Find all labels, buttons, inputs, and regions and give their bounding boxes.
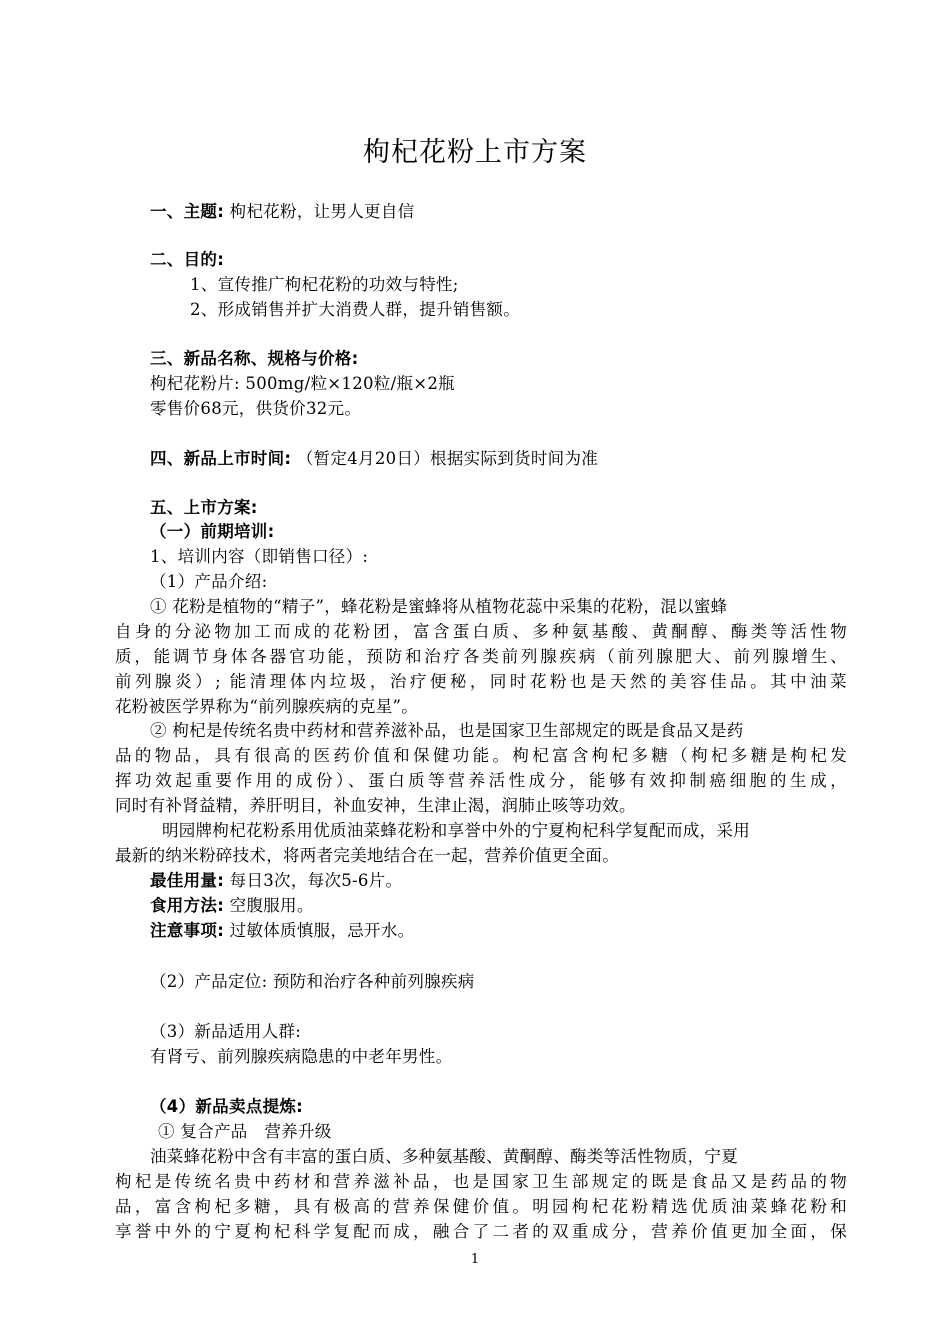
usage-heading: 食用方法: bbox=[150, 896, 225, 915]
target-crowd-label: （3）新品适用人群: bbox=[150, 1022, 302, 1041]
section-purpose-heading bbox=[150, 248, 224, 272]
section-theme-heading: 一、主题: bbox=[150, 202, 225, 221]
paragraph-line: 油菜蜂花粉中含有丰富的蛋白质、多种氨基酸、黄酮醇、酶类等活性物质，宁夏 bbox=[150, 1147, 738, 1166]
paragraph-line: 同时有补肾益精，养肝明目，补血安神，生津止渴，润肺止咳等功效。 bbox=[115, 796, 636, 815]
launch-time-text: （暂定4月20日）根据实际到货时间为准 bbox=[296, 449, 599, 468]
spec-heading-text: 三、新品名称、规格与价格: bbox=[150, 349, 359, 368]
product-positioning: （2）产品定位: 预防和治疗各种前列腺疾病 bbox=[150, 972, 475, 991]
purpose-item: 2、形成销售并扩大消费人群，提升销售额。 bbox=[190, 300, 520, 319]
plan-heading-text: 五、上市方案: bbox=[150, 498, 258, 517]
sub-training-heading bbox=[150, 520, 275, 544]
section-spec-heading bbox=[150, 347, 359, 371]
section-theme-text: 枸杞花粉，让男人更自信 bbox=[229, 202, 415, 221]
usage-line bbox=[150, 894, 314, 918]
selling-point-item: ① 复合产品 营养升级 bbox=[158, 1122, 332, 1141]
paragraph-line: 品的物品，具有很高的医药价值和保健功能。枸杞富含枸杞多糖（枸杞多糖是枸杞发 bbox=[115, 746, 847, 765]
paragraph-line: ② 枸杞是传统名贵中药材和营养滋补品，也是国家卫生部规定的既是食品又是药 bbox=[150, 721, 744, 740]
purpose-heading-text: 二、目的: bbox=[150, 250, 225, 269]
notes-heading: 注意事项: bbox=[150, 921, 225, 940]
section-plan-heading bbox=[150, 496, 258, 520]
paragraph-line: 明园牌枸杞花粉系用优质油菜蜂花粉和享誉中外的宁夏枸杞科学复配而成，采用 bbox=[162, 821, 750, 840]
notes-text: 过敏体质慎服，忌开水。 bbox=[229, 921, 415, 940]
purpose-item: 1、宣传推广枸杞花粉的功效与特性; bbox=[190, 275, 459, 294]
notes-line bbox=[150, 919, 414, 943]
paragraph-line: 质，能调节身体各器官功能，预防和治疗各类前列腺疾病（前列腺肥大、前列腺增生、 bbox=[115, 647, 847, 666]
training-content: 1、培训内容（即销售口径）: bbox=[150, 547, 369, 566]
paragraph-line: 枸杞是传统名贵中药材和营养滋补品，也是国家卫生部规定的既是食品又是药品的物 bbox=[115, 1172, 847, 1191]
page-number: 1 bbox=[470, 1252, 480, 1267]
paragraph-line: 自身的分泌物加工而成的花粉团，富含蛋白质、多种氨基酸、黄酮醇、酶类等活性物 bbox=[115, 622, 847, 641]
paragraph-line: 花粉被医学界称为“前列腺疾病的克星”。 bbox=[115, 697, 419, 716]
paragraph-line: 品，富含枸杞多糖，具有极高的营养保健价值。明园枸杞花粉精选优质油菜蜂花粉和 bbox=[115, 1197, 847, 1216]
target-crowd-text: 有肾亏、前列腺疾病隐患的中老年男性。 bbox=[150, 1047, 453, 1066]
section-launch-time bbox=[150, 447, 598, 471]
product-intro-label: （1）产品介绍: bbox=[150, 572, 268, 591]
dose-text: 每日3次，每次5-6片。 bbox=[229, 871, 403, 890]
paragraph-line: 前列腺炎）; 能清理体内垃圾，治疗便秘，同时花粉也是天然的美容佳品。其中油菜 bbox=[115, 672, 847, 691]
paragraph-line: 挥功效起重要作用的成份）、蛋白质等营养活性成分，能够有效抑制癌细胞的生成， bbox=[115, 771, 847, 790]
training-heading-text: （一）前期培训: bbox=[150, 522, 275, 541]
selling-points-heading bbox=[150, 1095, 303, 1119]
price-line: 零售价68元，供货价32元。 bbox=[150, 399, 362, 418]
usage-text: 空腹服用。 bbox=[229, 896, 314, 915]
spec-line: 枸杞花粉片: 500mg/粒×120粒/瓶×2瓶 bbox=[150, 374, 455, 393]
paragraph-line: ① 花粉是植物的“精子”，蜂花粉是蜜蜂将从植物花蕊中采集的花粉，混以蜜蜂 bbox=[150, 597, 728, 616]
dose-line bbox=[150, 869, 402, 893]
launch-time-heading: 四、新品上市时间: bbox=[150, 449, 292, 468]
paragraph-line: 享誉中外的宁夏枸杞科学复配而成，融合了二者的双重成分，营养价值更加全面，保 bbox=[115, 1222, 847, 1241]
selling-points-heading-text: （4）新品卖点提炼: bbox=[150, 1097, 304, 1116]
paragraph-line: 最新的纳米粉碎技术，将两者完美地结合在一起，营养价值更全面。 bbox=[115, 846, 619, 865]
document-title: 枸杞花粉上市方案 bbox=[363, 137, 587, 168]
dose-heading: 最佳用量: bbox=[150, 871, 225, 890]
section-theme bbox=[150, 200, 414, 224]
